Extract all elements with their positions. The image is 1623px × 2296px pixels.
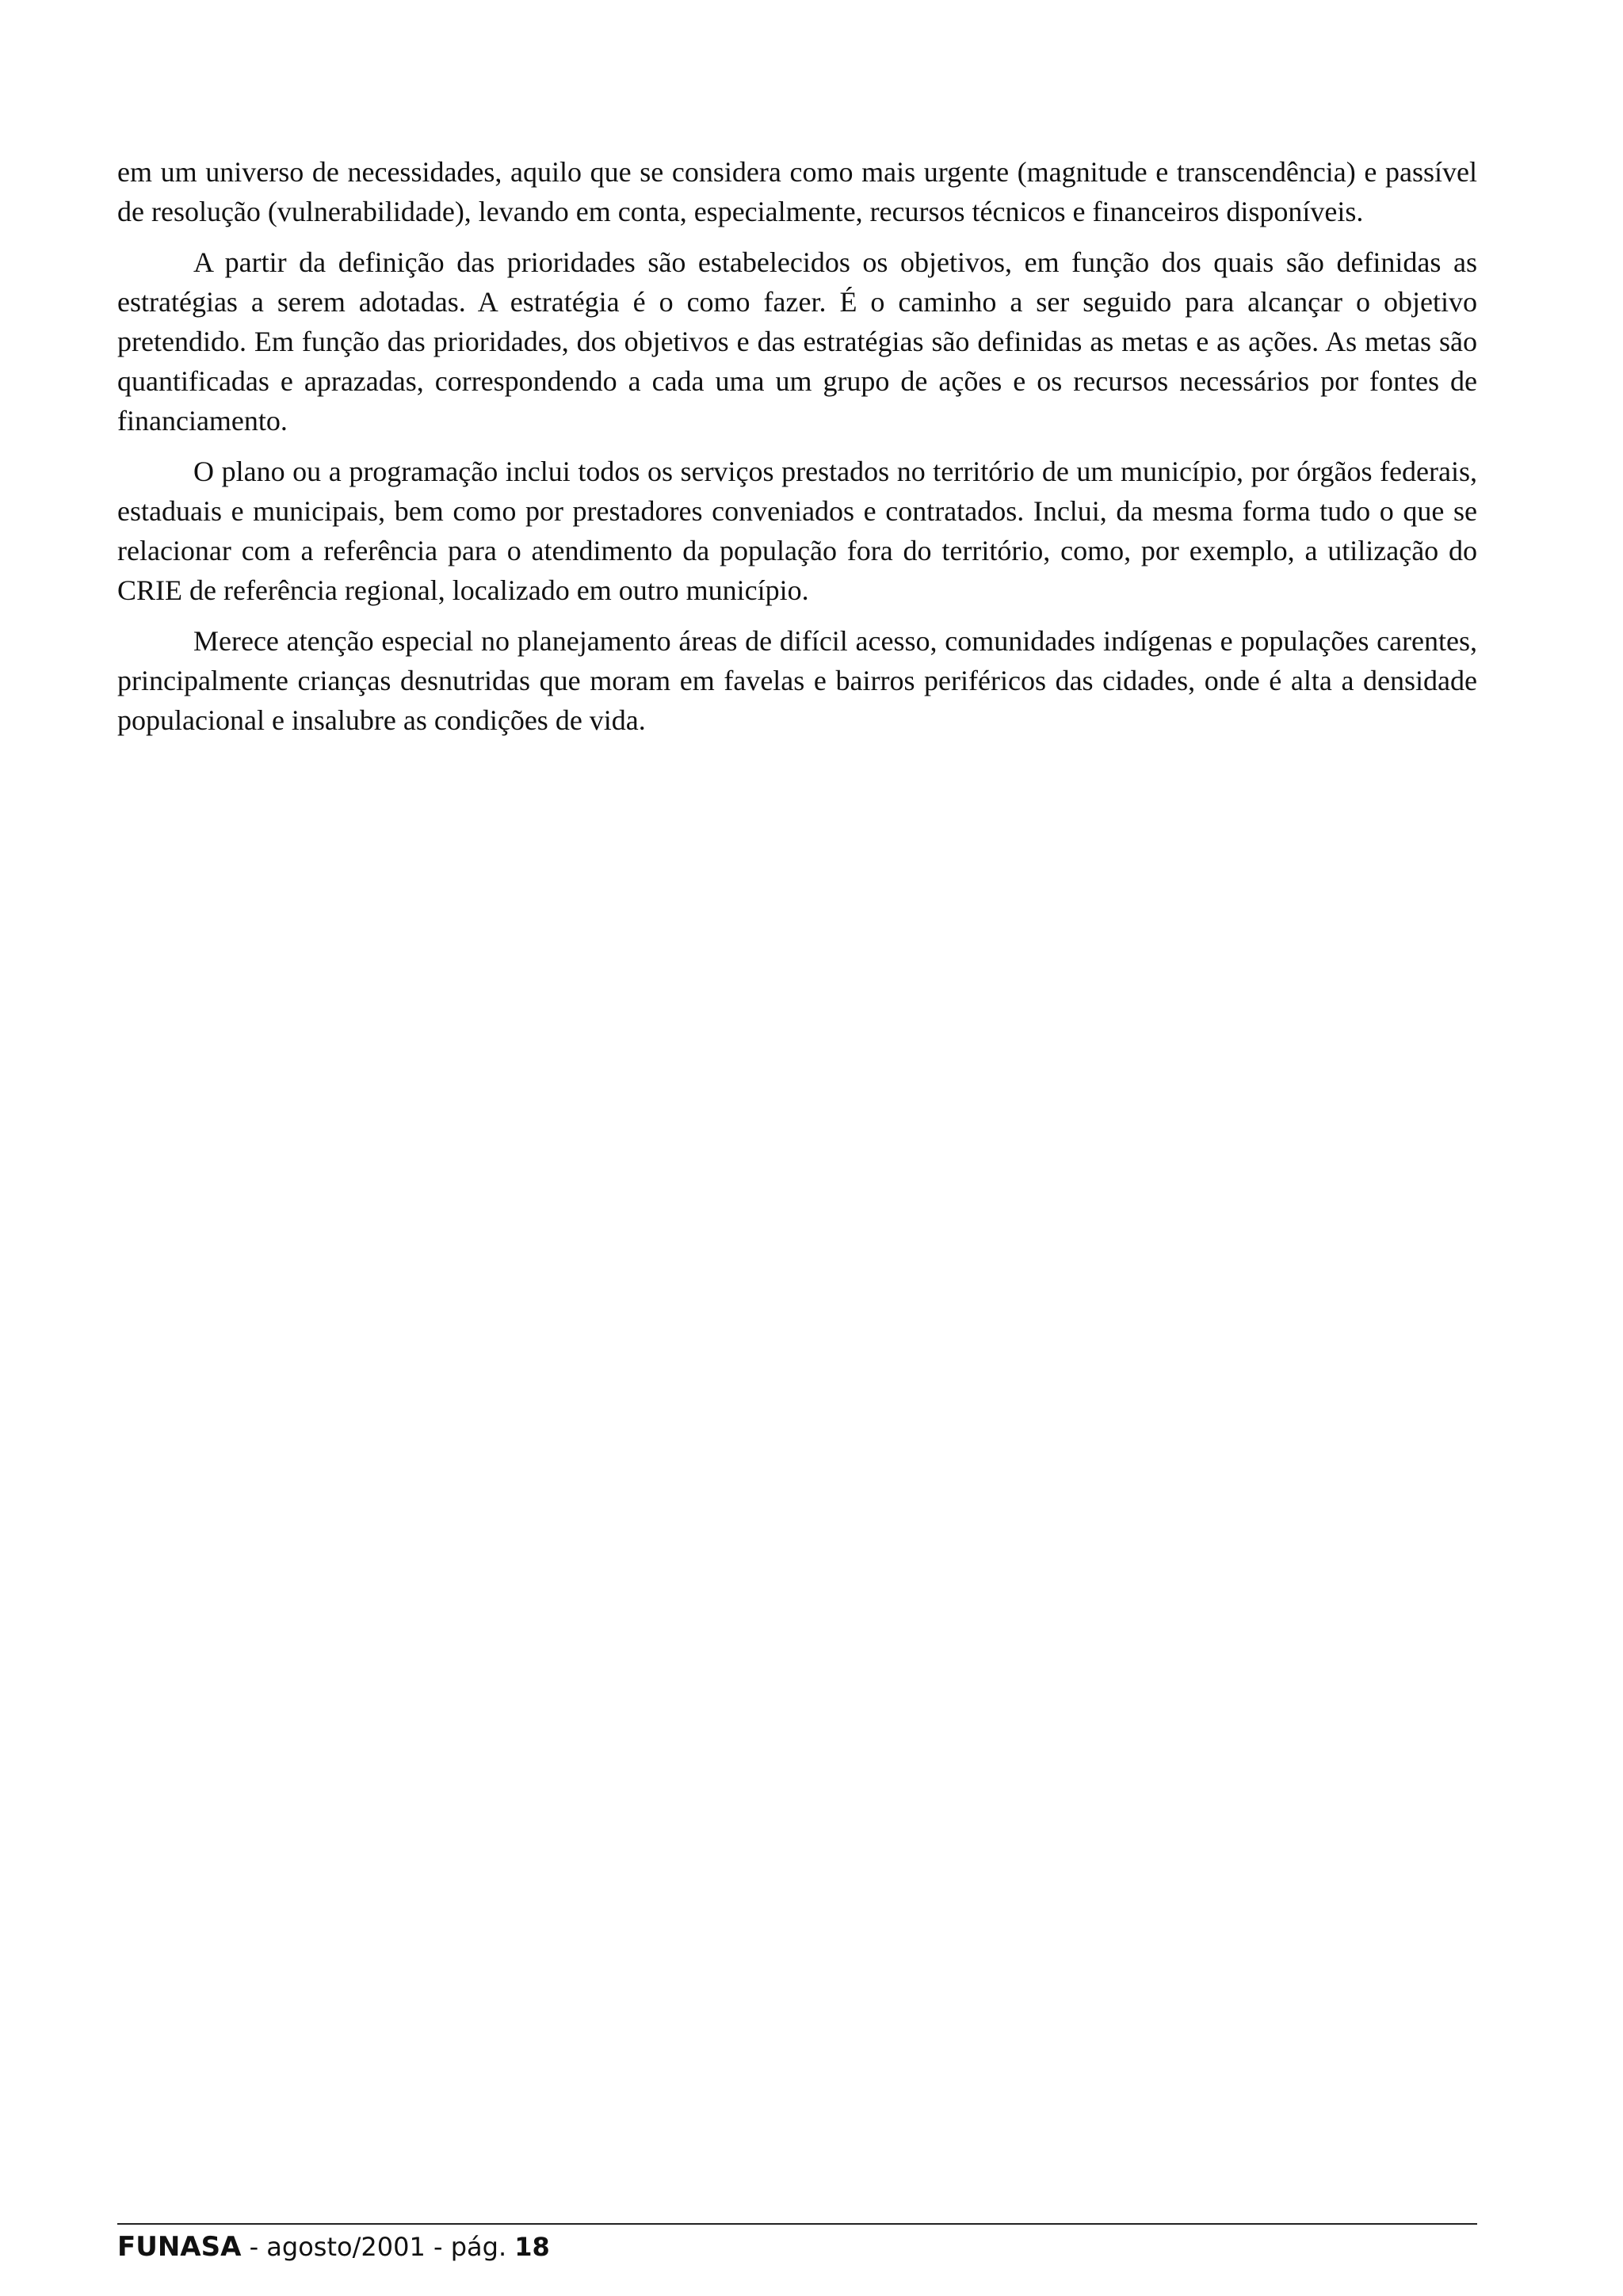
- paragraph-special-attention: Merece atenção especial no planejamento áreas de difícil acesso, comunidades indígenas e populações carentes, principalmente crianças desnutridas que moram em favelas e bairros periféricos das cidades, onde é alta a densidade populacional e insalubre as condições de vida.: [117, 625, 1477, 736]
- paragraph-continuation: em um universo de necessidades, aquilo que se considera como mais urgente (magnitude e transcendência) e passível de resolução (vulnerabilidade), levando em conta, especialmente, recursos técnicos e financeiros disponíveis.: [117, 156, 1477, 227]
- paragraph-priorities: A partir da definição das prioridades são estabelecidos os objetivos, em função dos quais são definidas as estratégias a serem adotadas. A estratégia é o como fazer. É o caminho a ser seguido para alcançar o objetivo pretendido. Em função das prioridades, dos objetivos e das estratégias são definidas as metas e as ações. As metas são quantificadas e aprazadas, correspondendo a cada uma um grupo de ações e os recursos necessários por fontes de financiamento.: [117, 246, 1477, 437]
- footer-brand: FUNASA: [117, 2231, 242, 2263]
- footer-divider: [117, 2223, 1477, 2225]
- paragraph-plan-scope: O plano ou a programação inclui todos os serviços prestados no território de um município, por órgãos federais, estaduais e municipais, bem como por prestadores conveniados e contratados. Inclui, da mesma forma tudo o que se relacionar com a referência para o atendimento da população fora do território, como, por exemplo, a utilização do CRIE de referência regional, localizado em outro município.: [117, 456, 1477, 606]
- footer-date: - agosto/2001 - pág.: [241, 2232, 515, 2262]
- footer-page-number: 18: [514, 2232, 550, 2262]
- body-text: [117, 152, 1477, 751]
- page-footer: [117, 2231, 550, 2263]
